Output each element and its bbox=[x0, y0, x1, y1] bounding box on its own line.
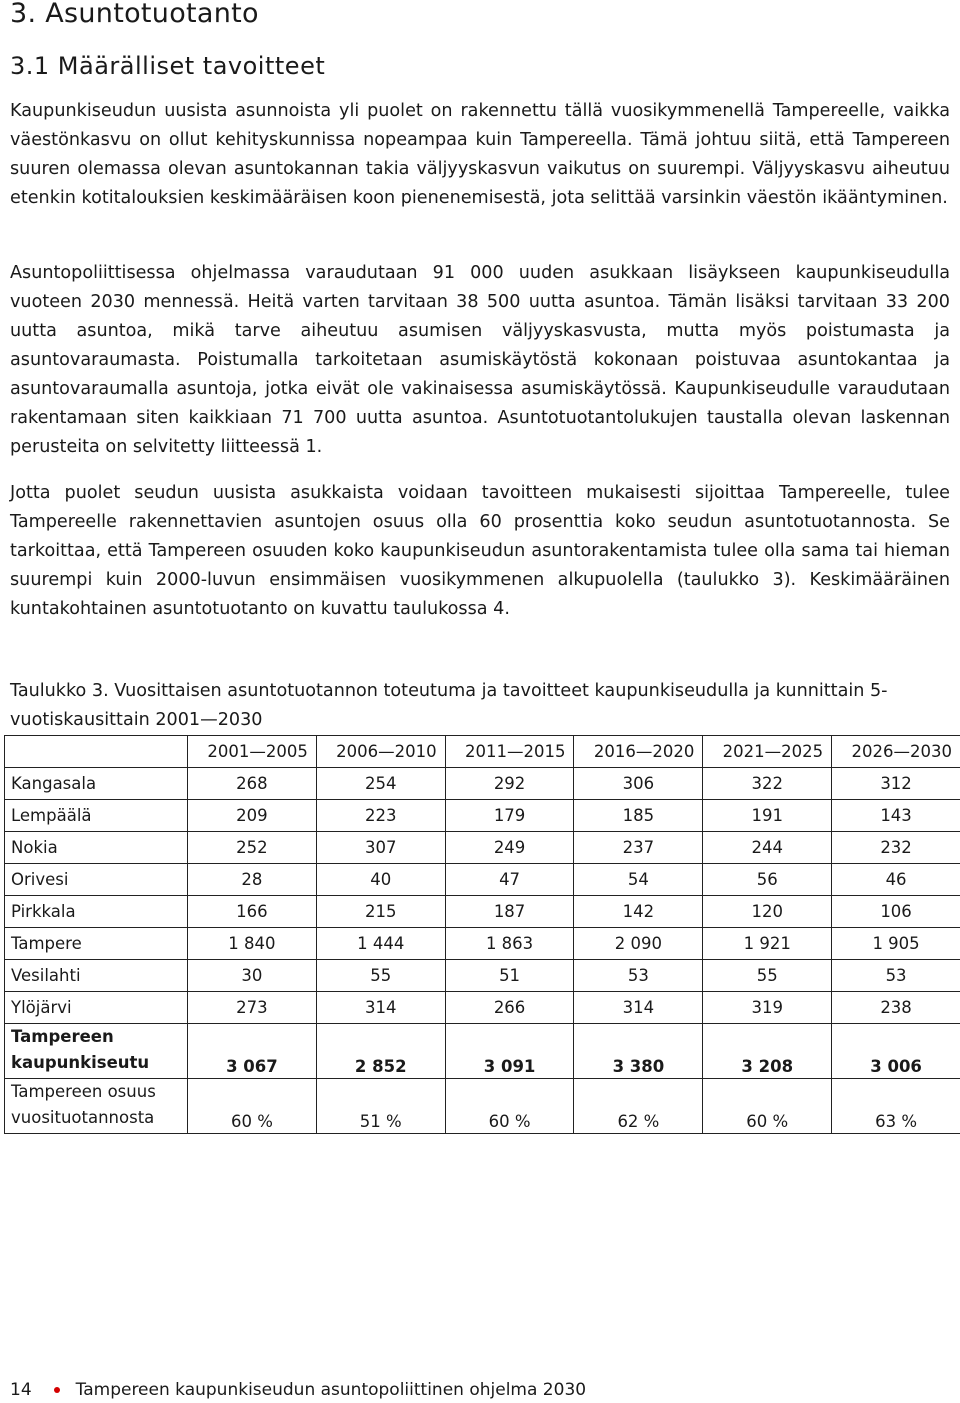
table-cell: 120 bbox=[703, 896, 832, 928]
housing-production-table bbox=[4, 735, 960, 1134]
page-footer bbox=[10, 1380, 586, 1400]
row-label: Nokia bbox=[5, 832, 188, 864]
subsection-heading: 3.1 Määrälliset tavoitteet bbox=[10, 52, 326, 80]
table-cell: 185 bbox=[574, 800, 703, 832]
table-cell: 187 bbox=[445, 896, 574, 928]
table-cell: 306 bbox=[574, 768, 703, 800]
table-cell: 2 090 bbox=[574, 928, 703, 960]
table-cell: 53 bbox=[574, 960, 703, 992]
table-cell: 3 006 bbox=[832, 1024, 960, 1079]
table-row bbox=[5, 832, 960, 864]
table-cell: 307 bbox=[316, 832, 445, 864]
row-label-line1: Tampereen bbox=[11, 1027, 114, 1046]
table-cell: 28 bbox=[188, 864, 317, 896]
row-label: Tampere bbox=[5, 928, 188, 960]
table-cell: 237 bbox=[574, 832, 703, 864]
table-cell: 60 % bbox=[445, 1079, 574, 1134]
table-cell: 292 bbox=[445, 768, 574, 800]
header-cell-2016-2020: 2016—2020 bbox=[574, 736, 703, 768]
row-label bbox=[5, 1024, 188, 1079]
table-cell: 106 bbox=[832, 896, 960, 928]
table-cell: 51 % bbox=[316, 1079, 445, 1134]
row-label-line1: Tampereen osuus bbox=[11, 1082, 156, 1101]
paragraph-3: Jotta puolet seudun uusista asukkaista voidaan tavoitteen mukaisesti sijoittaa Tampereelle, tulee Tampereelle rakennettavien asuntojen osuus olla 60 prosenttia koko seudun asuntotuotannosta. Se tarkoittaa, että Tampereen osuuden koko kaupunkiseudun asuntorakentamista tulee olla sama tai hieman suurempi kuin 2000-luvun ensimmäisen vuosikymmenen alkupuolella (taulukko 3). Keskimääräinen kuntakohtainen asuntotuotanto on kuvattu taulukossa 4. bbox=[10, 483, 950, 619]
table-cell: 2 852 bbox=[316, 1024, 445, 1079]
table-cell: 179 bbox=[445, 800, 574, 832]
table-cell: 53 bbox=[832, 960, 960, 992]
table-cell: 1 921 bbox=[703, 928, 832, 960]
table-row bbox=[5, 896, 960, 928]
table-cell: 54 bbox=[574, 864, 703, 896]
header-cell-2011-2015: 2011—2015 bbox=[445, 736, 574, 768]
table-caption: Taulukko 3. Vuosittaisen asuntotuotannon toteutuma ja tavoitteet kaupunkiseudulla ja kunnittain 5-vuotiskausittain 2001—2030 bbox=[10, 681, 888, 730]
table-cell: 166 bbox=[188, 896, 317, 928]
row-label: Orivesi bbox=[5, 864, 188, 896]
footer-title: Tampereen kaupunkiseudun asuntopoliittinen ohjelma 2030 bbox=[75, 1380, 587, 1400]
table-cell: 1 444 bbox=[316, 928, 445, 960]
table-cell: 312 bbox=[832, 768, 960, 800]
table-cell: 63 % bbox=[832, 1079, 960, 1134]
table-cell: 268 bbox=[188, 768, 317, 800]
table-cell: 252 bbox=[188, 832, 317, 864]
share-row bbox=[5, 1079, 960, 1134]
table-cell: 46 bbox=[832, 864, 960, 896]
header-cell-2026-2030: 2026—2030 bbox=[832, 736, 960, 768]
table-cell: 56 bbox=[703, 864, 832, 896]
table-cell: 51 bbox=[445, 960, 574, 992]
header-cell-2021-2025: 2021—2025 bbox=[703, 736, 832, 768]
page-number: 14 bbox=[10, 1380, 32, 1400]
table-row bbox=[5, 768, 960, 800]
table-cell: 62 % bbox=[574, 1079, 703, 1134]
table-cell: 244 bbox=[703, 832, 832, 864]
table-cell: 3 091 bbox=[445, 1024, 574, 1079]
table-cell: 55 bbox=[703, 960, 832, 992]
table-cell: 322 bbox=[703, 768, 832, 800]
table-cell: 223 bbox=[316, 800, 445, 832]
row-label: Ylöjärvi bbox=[5, 992, 188, 1024]
header-cell-2001-2005: 2001—2005 bbox=[188, 736, 317, 768]
table-row bbox=[5, 800, 960, 832]
table-cell: 319 bbox=[703, 992, 832, 1024]
paragraph-2: Asuntopoliittisessa ohjelmassa varaudutaan 91 000 uuden asukkaan lisäykseen kaupunkiseudulla vuoteen 2030 mennessä. Heitä varten tarvitaan 38 500 uutta asuntoa. Tämän lisäksi tarvitaan 33 200 uutta asuntoa, mikä tarve aiheutuu asumisen väljyyskasvusta, mutta myös poistumasta ja asuntovaraumasta. Poistumalla tarkoitetaan asumiskäytöstä kokonaan poistuvaa asuntokantaa ja asuntovaraumalla asuntoja, jotka eivät ole vakinaisessa asumiskäytössä. Kaupunkiseudulle varaudutaan rakentamaan siten kaikkiaan 71 700 uutta asuntoa. Asuntotuotantolukujen taustalla olevan laskennan perusteita on selvitetty liitteessä 1. bbox=[10, 263, 950, 457]
table-cell: 266 bbox=[445, 992, 574, 1024]
table-cell: 3 208 bbox=[703, 1024, 832, 1079]
header-cell-empty bbox=[5, 736, 188, 768]
row-label bbox=[5, 1079, 188, 1134]
section-heading: 3. Asuntotuotanto bbox=[10, 0, 259, 29]
table-cell: 273 bbox=[188, 992, 317, 1024]
table-cell: 314 bbox=[574, 992, 703, 1024]
table-cell: 1 840 bbox=[188, 928, 317, 960]
table-cell: 1 905 bbox=[832, 928, 960, 960]
row-label: Vesilahti bbox=[5, 960, 188, 992]
table-row bbox=[5, 928, 960, 960]
table-cell: 249 bbox=[445, 832, 574, 864]
table-cell: 3 380 bbox=[574, 1024, 703, 1079]
table-cell: 142 bbox=[574, 896, 703, 928]
row-label-line2: kaupunkiseutu bbox=[11, 1053, 150, 1072]
table-cell: 55 bbox=[316, 960, 445, 992]
bullet-icon bbox=[54, 1387, 60, 1393]
table-cell: 314 bbox=[316, 992, 445, 1024]
row-label: Pirkkala bbox=[5, 896, 188, 928]
table-cell: 215 bbox=[316, 896, 445, 928]
table-cell: 30 bbox=[188, 960, 317, 992]
table-cell: 60 % bbox=[703, 1079, 832, 1134]
table-header-row bbox=[5, 736, 960, 768]
table-cell: 238 bbox=[832, 992, 960, 1024]
header-cell-2006-2010: 2006—2010 bbox=[316, 736, 445, 768]
row-label: Lempäälä bbox=[5, 800, 188, 832]
table-cell: 191 bbox=[703, 800, 832, 832]
table-cell: 40 bbox=[316, 864, 445, 896]
table-row bbox=[5, 864, 960, 896]
table-cell: 60 % bbox=[188, 1079, 317, 1134]
paragraph-1: Kaupunkiseudun uusista asunnoista yli puolet on rakennettu tällä vuosikymmenellä Tampereelle, vaikka väestönkasvu on ollut kehityskunnissa nopeampaa kuin Tampereella. Tämä johtuu siitä, että Tampereen suuren olemassa olevan asuntokannan takia väljyyskasvun vaikutus on suurempi. Väljyyskasvu aiheutuu etenkin kotitalouksien keskimääräisen koon pienenemisestä, jota selittää varsinkin väestön ikääntyminen. bbox=[10, 101, 950, 208]
table-cell: 3 067 bbox=[188, 1024, 317, 1079]
table-cell: 254 bbox=[316, 768, 445, 800]
row-label-line2: vuosituotannosta bbox=[11, 1108, 155, 1127]
table-cell: 1 863 bbox=[445, 928, 574, 960]
table-row bbox=[5, 992, 960, 1024]
table-cell: 232 bbox=[832, 832, 960, 864]
total-row bbox=[5, 1024, 960, 1079]
table-cell: 47 bbox=[445, 864, 574, 896]
table-cell: 143 bbox=[832, 800, 960, 832]
row-label: Kangasala bbox=[5, 768, 188, 800]
table-cell: 209 bbox=[188, 800, 317, 832]
table-row bbox=[5, 960, 960, 992]
